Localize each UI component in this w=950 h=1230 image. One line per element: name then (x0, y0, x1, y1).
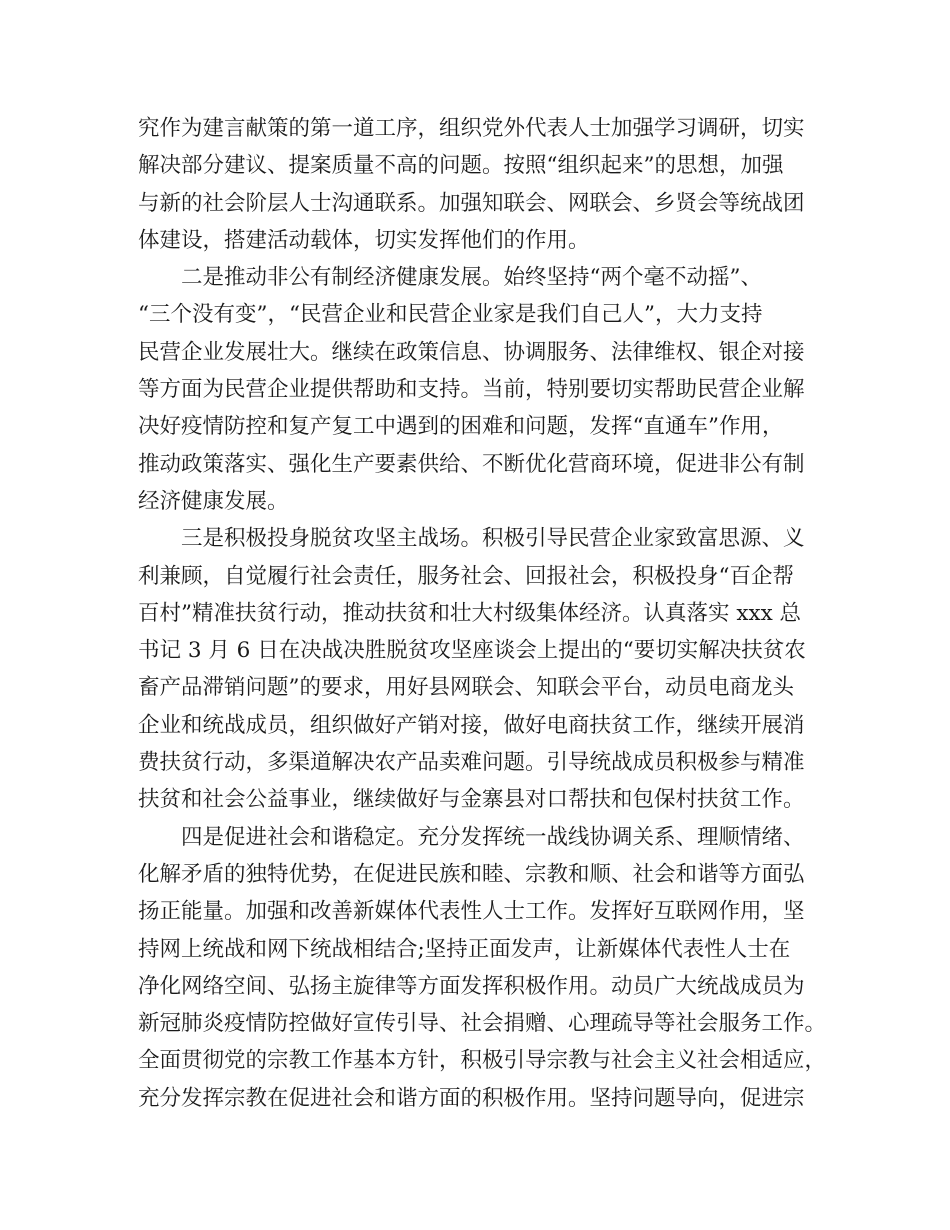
paragraph-line: 持网上统战和网下统战相结合;坚持正面发声，让新媒体代表性人士在 (138, 936, 791, 962)
paragraph-line: 扬正能量。加强和改善新媒体代表性人士工作。发挥好互联网作用，坚 (138, 899, 805, 925)
paragraph-line: 决好疫情防控和复产复工中遇到的困难和问题，发挥“直通车”作用， (138, 414, 784, 440)
paragraph-line: 化解矛盾的独特优势，在促进民族和睦、宗教和顺、社会和谐等方面弘 (138, 861, 805, 887)
paragraph-line: 民营企业发展壮大。继续在政策信息、协调服务、法律维权、银企对接 (138, 339, 805, 365)
paragraph-line: 百村”精准扶贫行动，推动扶贫和壮大村级集体经济。认真落实 xxx 总 (138, 600, 802, 626)
paragraph-line: 全面贯彻党的宗教工作基本方针，积极引导宗教与社会主义社会相适应， (138, 1048, 827, 1074)
paragraph-line: 与新的社会阶层人士沟通联系。加强知联会、网联会、乡贤会等统战团 (138, 190, 805, 216)
paragraph-line: 企业和统战成员，组织做好产销对接，做好电商扶贫工作，继续开展消 (138, 712, 805, 738)
paragraph-line: 充分发挥宗教在促进社会和谐方面的积极作用。坚持问题导向，促进宗 (138, 1085, 805, 1111)
paragraph-line: “三个没有变”，“民营企业和民营企业家是我们自己人”，大力支持 (138, 302, 763, 328)
paragraph-line: 究作为建言献策的第一道工序，组织党外代表人士加强学习调研，切实 (138, 116, 805, 141)
paragraph-line: 三是积极投身脱贫攻坚主战场。积极引导民营企业家致富思源、义 (181, 526, 805, 552)
paragraph-line: 解决部分建议、提案质量不高的问题。按照“组织起来”的思想，加强 (138, 153, 784, 179)
paragraph-line: 推动政策落实、强化生产要素供给、不断优化营商环境，促进非公有制 (138, 451, 805, 477)
paragraph-line: 畜产品滞销问题”的要求，用好县网联会、知联会平台，动员电商龙头 (138, 675, 794, 701)
paragraph-line: 等方面为民营企业提供帮助和支持。当前，特别要切实帮助民营企业解 (138, 377, 805, 403)
paragraph-line: 扶贫和社会公益事业，继续做好与金寨县对口帮扶和包保村扶贫工作。 (138, 787, 805, 813)
paragraph-line: 二是推动非公有制经济健康发展。始终坚持“两个毫不动摇”、 (181, 265, 762, 291)
paragraph-line: 四是促进社会和谐稳定。充分发挥统一战线协调关系、理顺情绪、 (181, 824, 805, 850)
paragraph-3 (138, 520, 828, 818)
paragraph-line: 利兼顾，自觉履行社会责任，服务社会、回报社会，积极投身“百企帮 (138, 563, 794, 589)
paragraph-2 (138, 259, 828, 520)
paragraph-line: 净化网络空间、弘扬主旋律等方面发挥积极作用。动员广大统战成员为 (138, 973, 805, 999)
paragraph-line: 费扶贫行动，多渠道解决农产品卖难问题。引导统战成员积极参与精准 (138, 750, 805, 776)
paragraph-4 (138, 819, 828, 1117)
paragraph-line: 书记 3 月 6 日在决战决胜脱贫攻坚座谈会上提出的“要切实解决扶贫农 (138, 638, 806, 664)
paragraph-line: 经济健康发展。 (138, 488, 289, 514)
paragraph-line: 新冠肺炎疫情防控做好宣传引导、社会捐赠、心理疏导等社会服务工作。 (138, 1011, 827, 1037)
paragraph-line: 体建设，搭建活动载体，切实发挥他们的作用。 (138, 227, 590, 253)
paragraph-1 (138, 110, 828, 259)
document-body (138, 110, 828, 1117)
